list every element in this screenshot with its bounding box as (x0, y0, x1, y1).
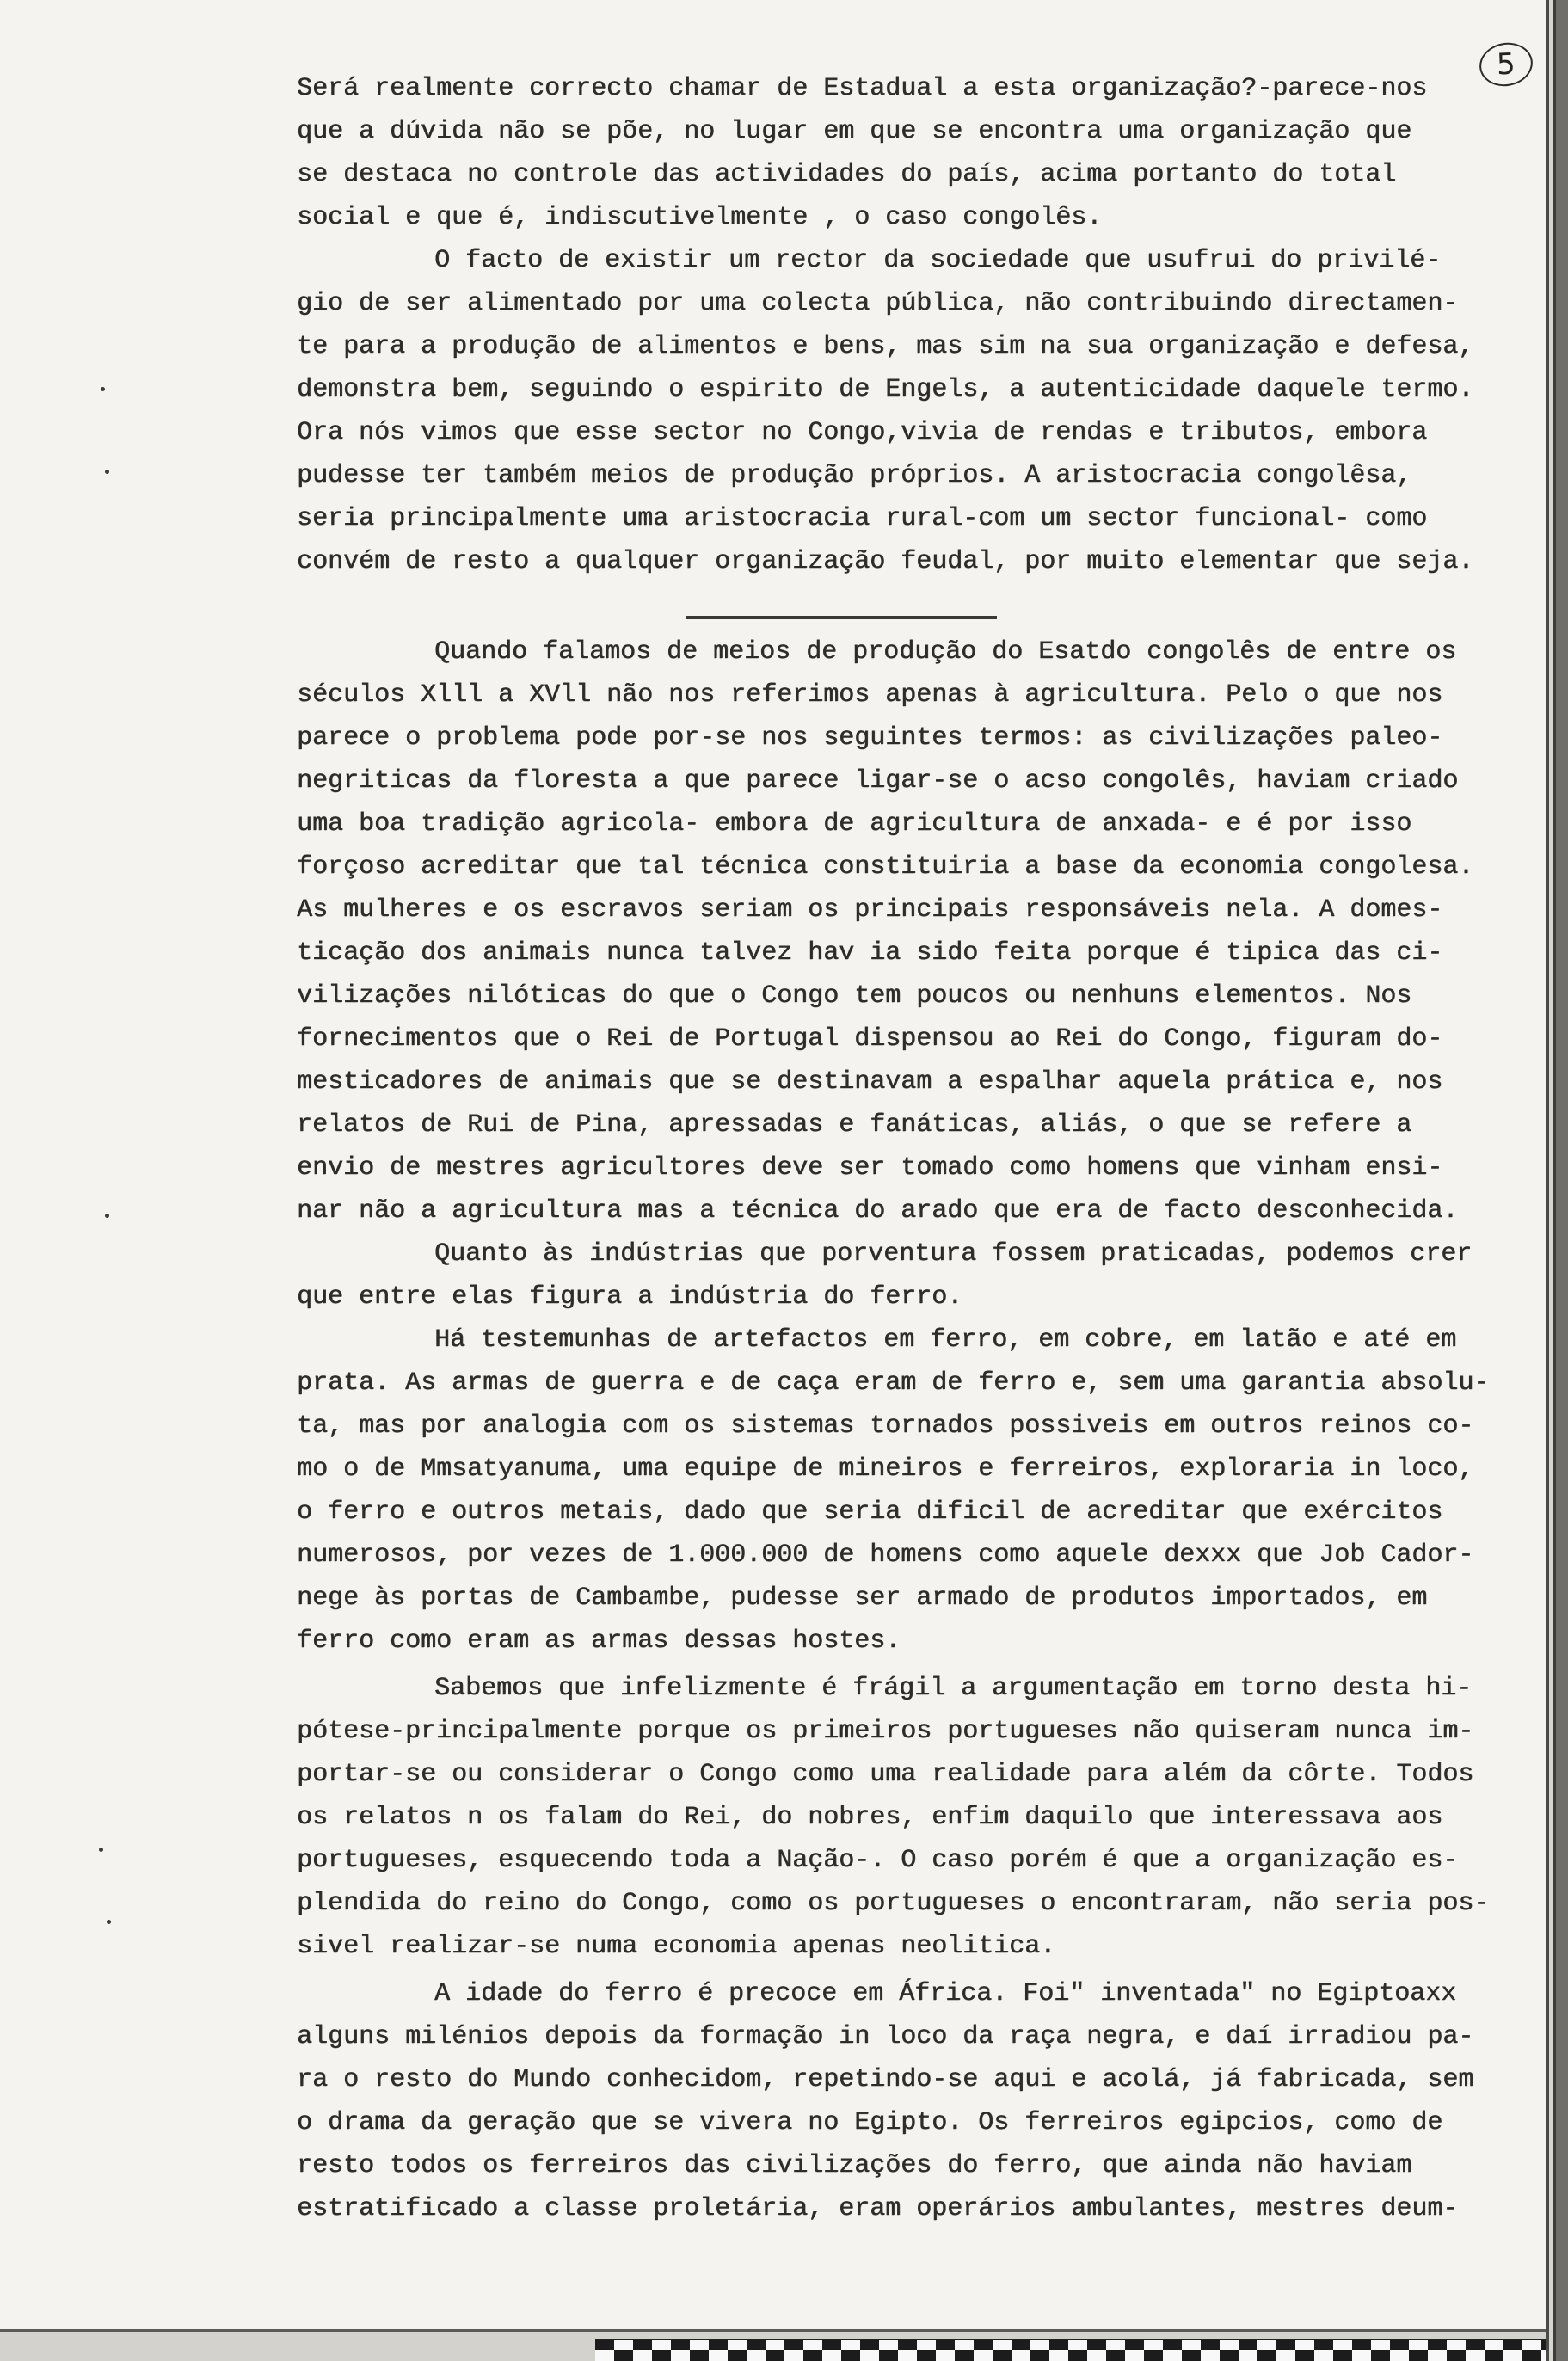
scanner-background-band (1556, 0, 1568, 2361)
text-line: O facto de existir um rector da sociedade que usufrui do privilé- (434, 246, 1442, 275)
text-line: Quando falamos de meios de produção do Esatdo congolês de entre os (434, 637, 1457, 667)
paragraph (297, 1319, 1535, 1663)
typed-rule (686, 616, 997, 619)
ruler-ticks-bottom (595, 2350, 1546, 2361)
text-line: envio de mestres agricultores deve ser tomado como homens que vinham ensi- (297, 1153, 1443, 1183)
text-line: As mulheres e os escravos seriam os principais responsáveis nela. A domes- (297, 895, 1443, 925)
text-line: fornecimentos que o Rei de Portugal dispensou ao Rei do Congo, figuram do- (297, 1024, 1443, 1054)
text-line: portugueses, esquecendo toda a Nação-. O caso porém é que a organização es- (297, 1846, 1459, 1875)
text-line: sivel realizar-se numa economia apenas neolitica. (297, 1932, 1056, 1961)
text-line: nege às portas de Cambambe, pudesse ser armado de produtos importados, em (297, 1583, 1428, 1613)
text-line: pótese-principalmente porque os primeiros portugueses não quiseram nunca im- (297, 1717, 1474, 1746)
text-line: Quanto às indústrias que porventura fossem praticadas, podemos crer (434, 1239, 1473, 1269)
text-line: prata. As armas de guerra e de caça eram de ferro e, sem uma garantia absolu- (297, 1368, 1490, 1398)
text-line: numerosos, por vezes de 1.000.000 de homens como aquele dexxx que Job Cador- (297, 1540, 1474, 1570)
paragraph (297, 1972, 1535, 2230)
margin-speck (99, 1848, 103, 1852)
text-line: uma boa tradição agricola- embora de agricultura de anxada- e é por isso (297, 809, 1412, 839)
text-line: se destaca no controle das actividades do país, acima portanto do total (297, 160, 1397, 189)
ruler-ticks-top (595, 2340, 1546, 2350)
margin-speck (107, 1920, 111, 1924)
text-line: que a dúvida não se põe, no lugar em que se encontra uma organização que (297, 117, 1412, 146)
paragraph (297, 239, 1535, 583)
text-line: portar-se ou considerar o Congo como uma realidade para além da côrte. Todos (297, 1760, 1474, 1789)
scale-ruler (595, 2339, 1546, 2361)
margin-speck (105, 1214, 109, 1218)
text-line: estratificado a classe proletária, eram operários ambulantes, mestres deum- (297, 2194, 1459, 2223)
text-line: negriticas da floresta a que parece ligar-se o acso congolês, haviam criado (297, 766, 1459, 796)
text-line: séculos Xlll a XVll não nos referimos apenas à agricultura. Pelo o que nos (297, 680, 1443, 710)
text-line: demonstra bem, seguindo o espirito de Engels, a autenticidade daquele termo. (297, 375, 1474, 404)
text-line: plendida do reino do Congo, como os portugueses o encontraram, não seria pos- (297, 1889, 1490, 1918)
text-line: os relatos n os falam do Rei, do nobres, enfim daquilo que interessava aos (297, 1803, 1443, 1832)
text-line: pudesse ter também meios de produção próprios. A aristocracia congolêsa, (297, 461, 1412, 490)
typed-text-body (297, 67, 1535, 2230)
text-line: o ferro e outros metais, dado que seria dificil de acreditar que exércitos (297, 1497, 1443, 1527)
paragraph (297, 67, 1535, 239)
page-number: 5 (1496, 46, 1516, 83)
margin-speck (105, 470, 109, 474)
text-line: vilizações nilóticas do que o Congo tem poucos ou nenhuns elementos. Nos (297, 981, 1412, 1011)
text-line: nar não a agricultura mas a técnica do arado que era de facto desconhecida. (297, 1196, 1459, 1226)
text-line: que entre elas figura a indústria do ferro. (297, 1282, 963, 1312)
text-line: convém de resto a qualquer organização feudal, por muito elementar que seja. (297, 547, 1474, 576)
text-line: parece o problema pode por-se nos seguintes termos: as civilizações paleo- (297, 723, 1443, 753)
text-line: Será realmente correcto chamar de Estadual a esta organização?-parece-nos (297, 74, 1428, 103)
paragraph (297, 630, 1535, 1233)
text-line: relatos de Rui de Pina, apressadas e fanáticas, aliás, o que se refere a (297, 1110, 1412, 1140)
text-line: mo o de Mmsatyanuma, uma equipe de mineiros e ferreiros, exploraria in loco, (297, 1454, 1474, 1484)
text-line: ta, mas por analogia com os sistemas tornados possiveis em outros reinos co- (297, 1411, 1474, 1441)
text-line: A idade do ferro é precoce em África. Foi" inventada" no Egiptoaxx (434, 1979, 1457, 2008)
text-line: gio de ser alimentado por uma colecta pública, não contribuindo directamen- (297, 289, 1459, 318)
text-line: Ora nós vimos que esse sector no Congo,vivia de rendas e tributos, embora (297, 418, 1428, 447)
text-line: resto todos os ferreiros das civilizações do ferro, que ainda não haviam (297, 2151, 1412, 2180)
text-line: forçoso acreditar que tal técnica constituiria a base da economia congolesa. (297, 852, 1474, 882)
text-line: seria principalmente uma aristocracia rural-com um sector funcional- como (297, 504, 1428, 533)
text-line: o drama da geração que se vivera no Egipto. Os ferreiros egipcios, como de (297, 2108, 1443, 2137)
text-line: social e que é, indiscutivelmente , o caso congolês. (297, 203, 1103, 232)
margin-speck (101, 387, 105, 391)
text-line: mesticadores de animais que se destinavam a espalhar aquela prática e, nos (297, 1067, 1443, 1097)
text-line: ra o resto do Mundo conhecidom, repetindo-se aqui e acolá, já fabricada, sem (297, 2065, 1474, 2094)
paragraph (297, 1667, 1535, 1968)
text-line: Sabemos que infelizmente é frágil a argumentação em torno desta hi- (434, 1674, 1473, 1703)
text-line: ferro como eram as armas dessas hostes. (297, 1626, 901, 1656)
text-line: alguns milénios depois da formação in loco da raça negra, e daí irradiou pa- (297, 2022, 1474, 2051)
text-line: Há testemunhas de artefactos em ferro, em cobre, em latão e até em (434, 1325, 1457, 1355)
section-separator (297, 583, 1535, 630)
paragraph (297, 1233, 1535, 1319)
text-line: te para a produção de alimentos e bens, mas sim na sua organização e defesa, (297, 332, 1474, 361)
text-line: ticação dos animais nunca talvez hav ia sido feita porque é tipica das ci- (297, 938, 1443, 968)
